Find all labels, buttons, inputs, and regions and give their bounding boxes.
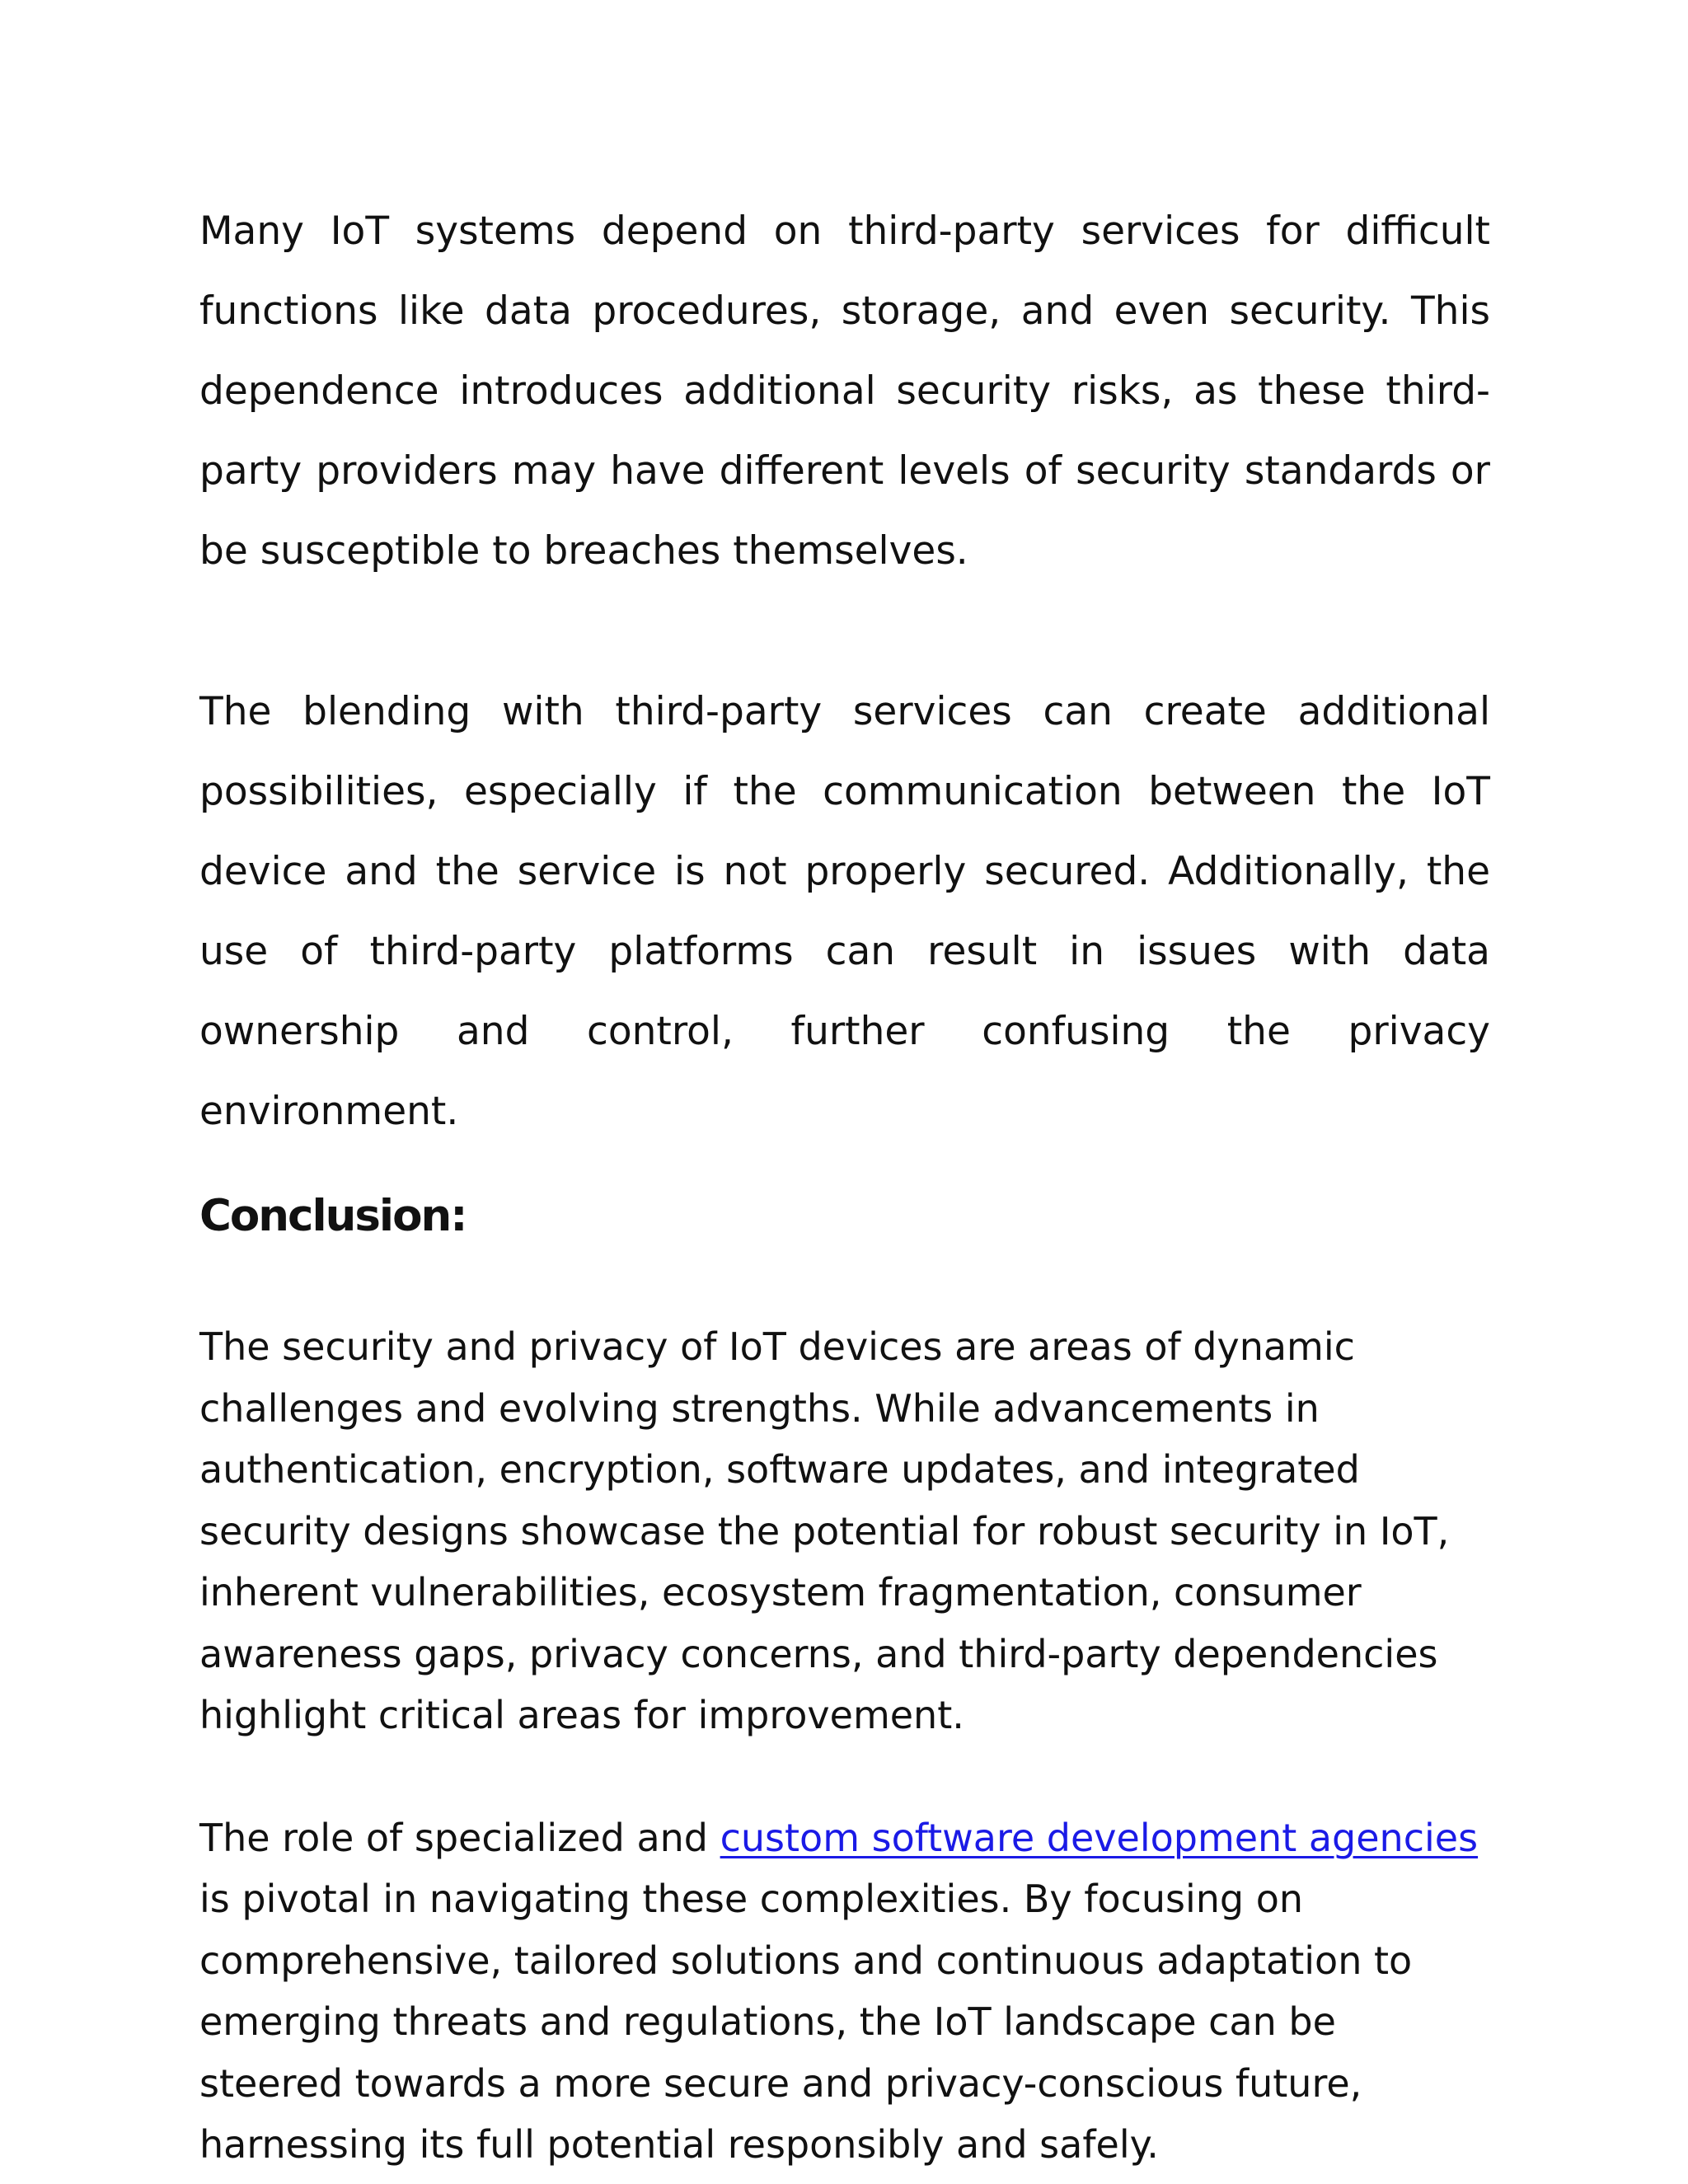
paragraph-third-party-blending: The blending with third-party services can create additional possibilities, especially if the communication between the IoT device and the service is not properly secured. Additionally, the use of third-party platforms can result in issues with data ownership and control, further confusing the privacy environment. xyxy=(199,689,1490,1134)
paragraph-third-party-dependence: Many IoT systems depend on third-party services for difficult functions like data procedures, storage, and even security. This dependence introduces additional security risks, as these third-party providers may have different levels of security standards or be susceptible to breaches themselves. xyxy=(199,209,1490,574)
paragraph-agency-role xyxy=(199,1807,1490,2176)
conclusion-heading: Conclusion: xyxy=(199,1191,467,1241)
paragraph-conclusion-summary: The security and privacy of IoT devices are areas of dynamic challenges and evolving strengths. While advancements in authentication, encryption, software updates, and integrated security designs showcase the potential for robust security in IoT, inherent vulnerabilities, ecosystem fragmentation, consumer awareness gaps, privacy concerns, and third-party dependencies highlight critical areas for improvement. xyxy=(199,1324,1450,1737)
custom-software-agencies-link[interactable]: custom software development agencies xyxy=(720,1815,1479,1860)
paragraph-text-after-link: is pivotal in navigating these complexities. By focusing on comprehensive, tailored solutions and continuous adaptation to emerging threats and regulations, the IoT landscape can be steered towards a more secure and privacy-conscious future, harnessing its full potential responsibly and safely. xyxy=(199,1877,1413,2167)
document-page xyxy=(199,191,1490,2176)
paragraph-text-before-link: The role of specialized and xyxy=(199,1815,720,1860)
